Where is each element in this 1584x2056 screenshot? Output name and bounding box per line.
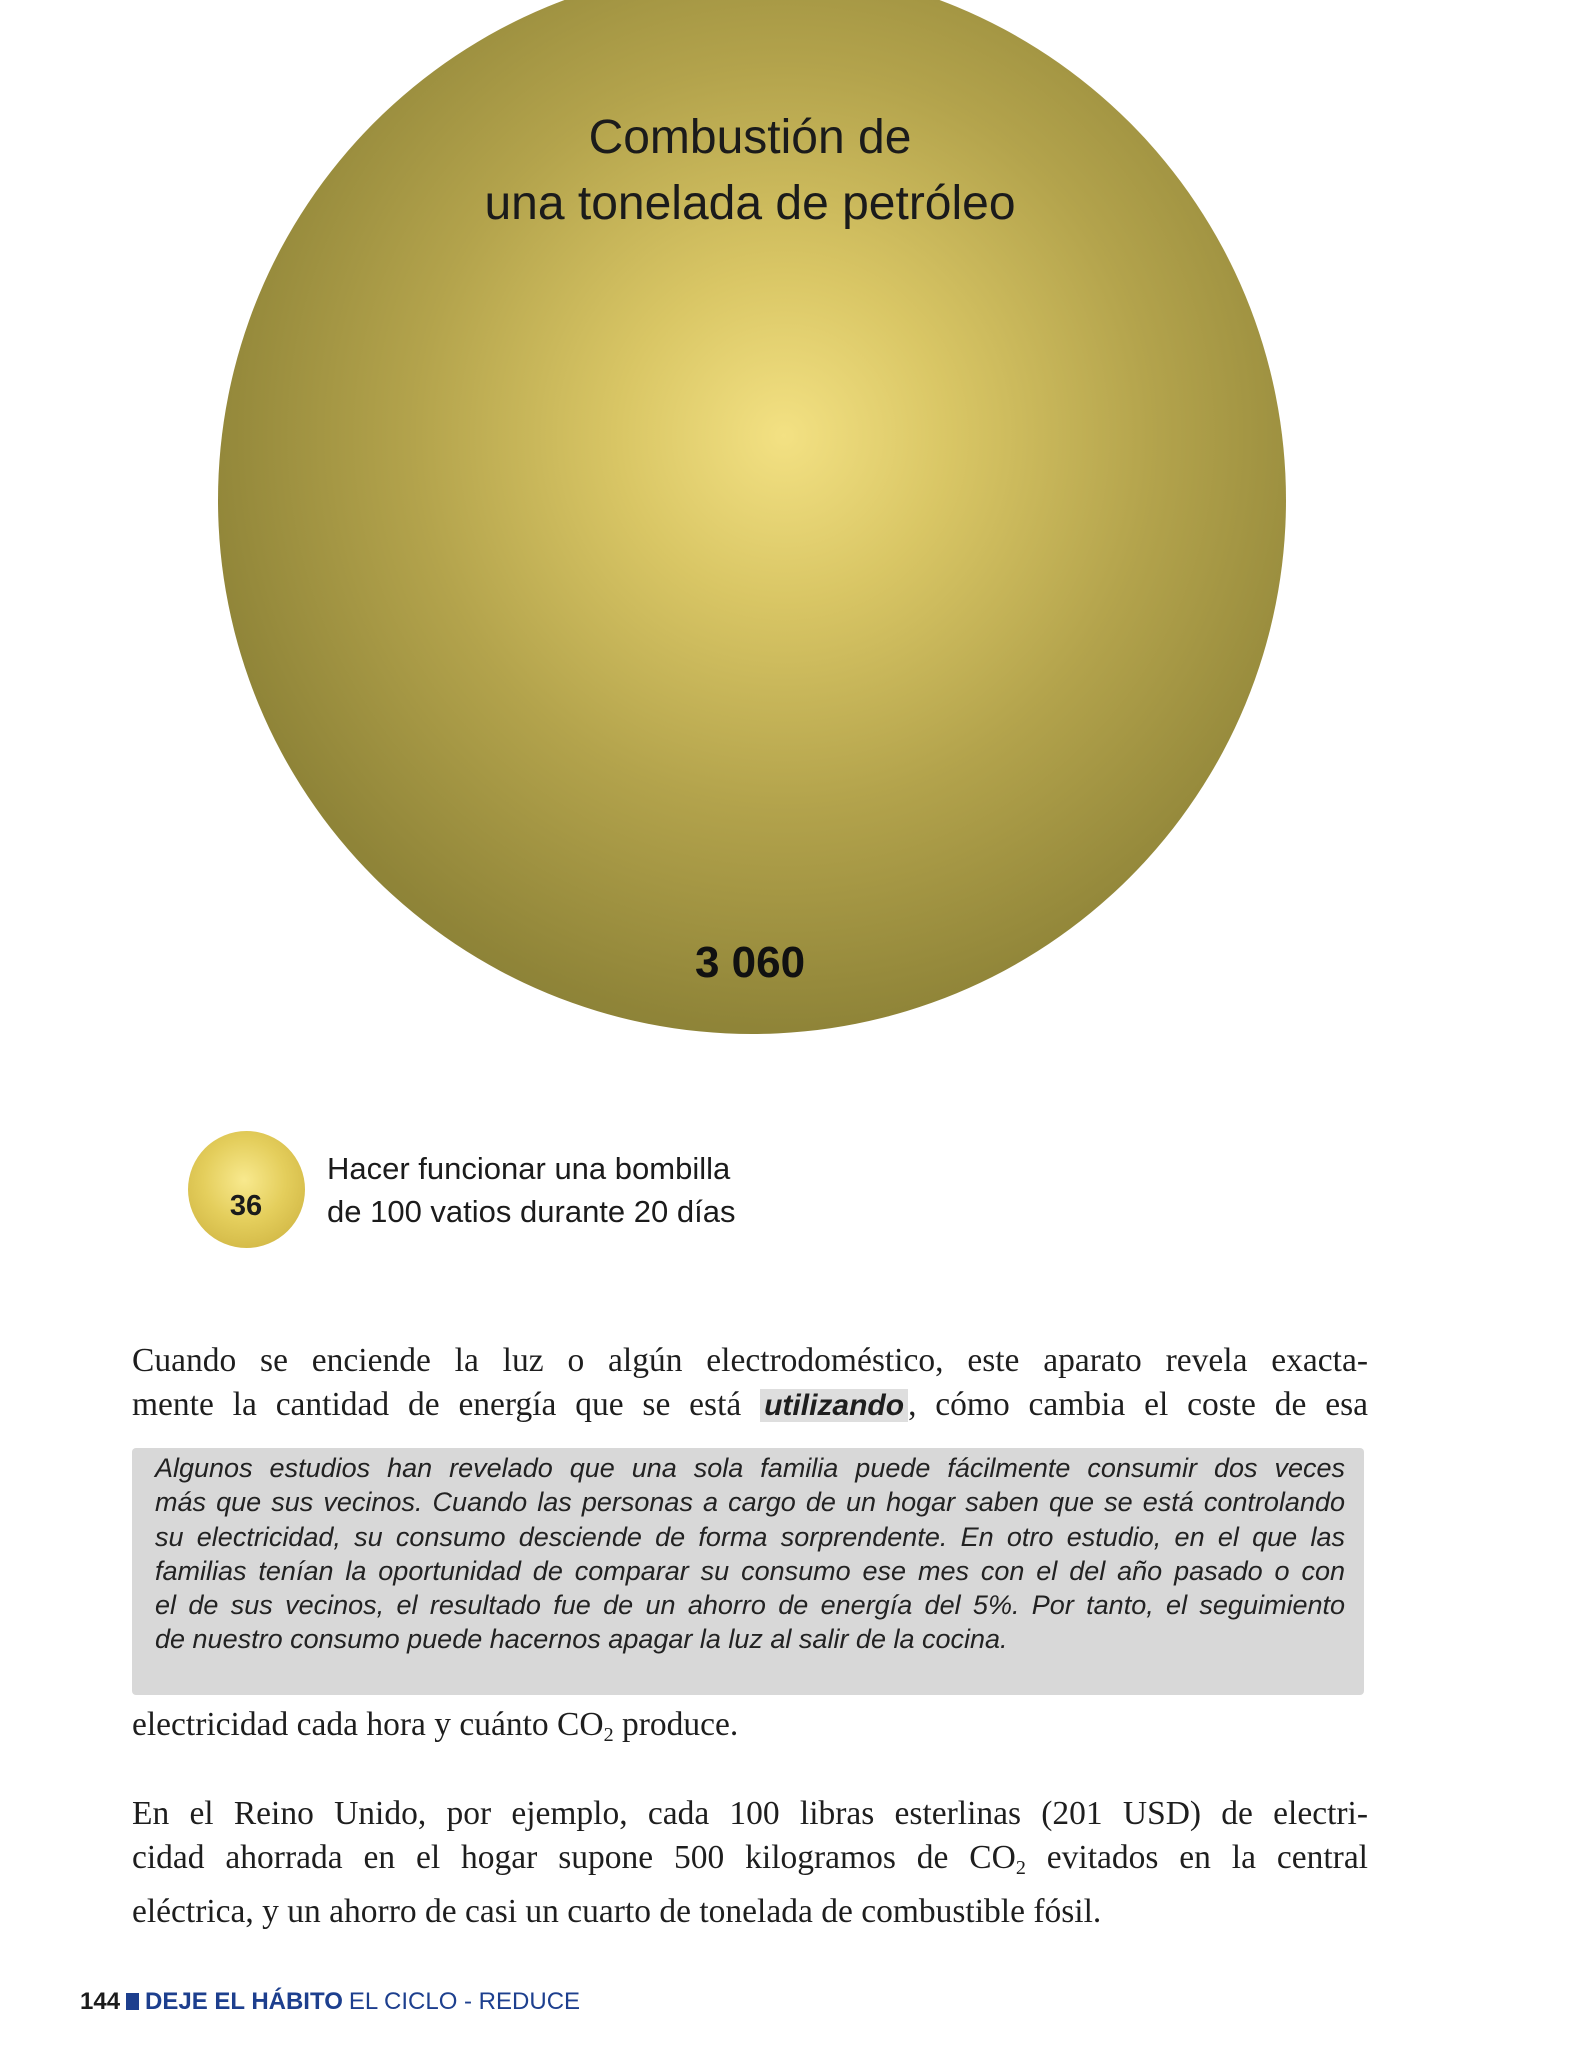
paragraph-1-line2-end: , cómo cambia el coste de esa bbox=[908, 1386, 1368, 1423]
section-title: EL CICLO - REDUCE bbox=[348, 1988, 581, 2015]
paragraph-2-line2 bbox=[132, 1836, 1368, 1890]
co2-subscript: 2 bbox=[603, 1724, 614, 1747]
combustion-value: 3 060 bbox=[694, 938, 806, 987]
callout-line: el de sus vecinos, el resultado fue de un ahorro de energía del 5%. Por tanto, el seguimiento bbox=[155, 1590, 1345, 1621]
paragraph-1-line2-start: mente la cantidad de energía que se está bbox=[132, 1386, 761, 1423]
paragraph-2-line3: eléctrica, y un ahorro de casi un cuarto de tonelada de combustible fósil. bbox=[132, 1893, 1102, 1931]
callout-line: de nuestro consumo puede hacernos apagar la luz al salir de la cocina. bbox=[155, 1624, 1008, 1655]
paragraph-1-top bbox=[132, 1339, 1368, 1428]
combustion-title-line1: Combustión de bbox=[588, 111, 912, 164]
paragraph-1-line3-end: produce. bbox=[613, 1706, 739, 1743]
paragraph-1-bottom bbox=[132, 1703, 1372, 1757]
paragraph-1-line3-start: electricidad cada hora y cuánto CO bbox=[132, 1706, 604, 1743]
callout-line: familias tenían la oportunidad de comparar su consumo ese mes con el del año pasado o con bbox=[155, 1555, 1345, 1586]
paragraph-1-line2 bbox=[132, 1383, 1368, 1428]
page-footer bbox=[80, 1988, 580, 2016]
co2-subscript: 2 bbox=[1015, 1857, 1026, 1880]
callout-line: Algunos estudios han revelado que una sola familia puede fácilmente consumir dos veces bbox=[155, 1453, 1345, 1483]
bulb-value: 36 bbox=[229, 1190, 263, 1222]
paragraph-2-line1: En el Reino Unido, por ejemplo, cada 100 libras esterlinas (201 USD) de electri- bbox=[132, 1795, 1368, 1832]
paragraph-1-line3 bbox=[132, 1703, 1372, 1757]
combustion-title-line2: una tonelada de petróleo bbox=[484, 177, 1016, 230]
page-number: 144 bbox=[80, 1988, 121, 2015]
bulb-caption-line2: de 100 vatios durante 20 días bbox=[327, 1194, 736, 1229]
paragraph-2-line2-start: cidad ahorrada en el hogar supone 500 kilogramos de CO bbox=[132, 1839, 1016, 1876]
bulb-caption-line1: Hacer funcionar una bombilla bbox=[327, 1151, 731, 1186]
bulb-caption bbox=[327, 1147, 847, 1233]
callout-line: más que sus vecinos. Cuando las personas a cargo de un hogar saben que se está controlando bbox=[155, 1487, 1345, 1518]
square-bullet-icon bbox=[126, 1993, 139, 2010]
paragraph-2-line2-end: evitados en la central bbox=[1025, 1839, 1368, 1876]
emphasized-word: utilizando bbox=[760, 1389, 908, 1422]
combustion-circle-title bbox=[400, 105, 1100, 237]
callout-line: su electricidad, su consumo desciende de forma sorprendente. En otro estudio, en el que las bbox=[155, 1521, 1345, 1552]
paragraph-2 bbox=[132, 1792, 1368, 1934]
paragraph-1-line1: Cuando se enciende la luz o algún electrodoméstico, este aparato revela exacta- bbox=[132, 1342, 1368, 1379]
book-title: DEJE EL HÁBITO bbox=[145, 1988, 343, 2015]
callout-text bbox=[155, 1451, 1345, 1657]
